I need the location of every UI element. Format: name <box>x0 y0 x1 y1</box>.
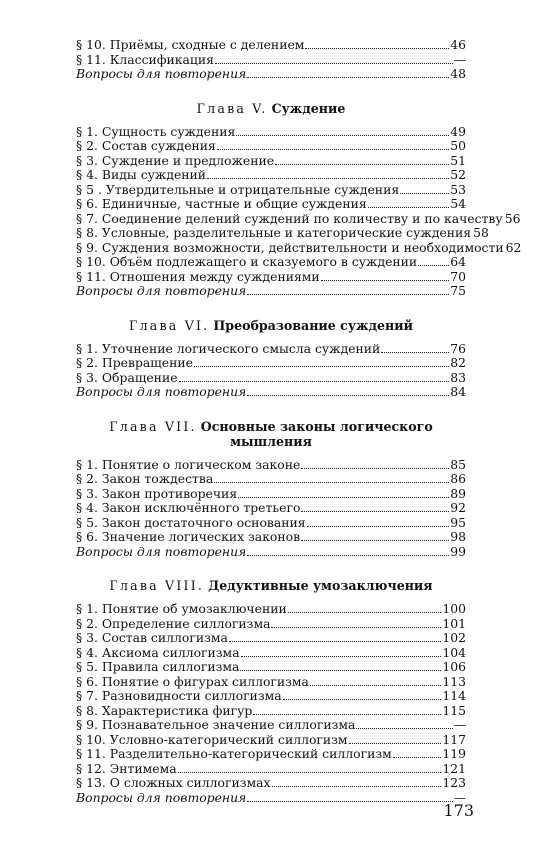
toc-entry-page: 84 <box>450 384 466 399</box>
toc-entry-page: 46 <box>450 37 466 52</box>
toc-entry-page: 53 <box>450 181 466 197</box>
toc-entry-page: 89 <box>450 485 466 501</box>
dot-leader <box>275 155 449 165</box>
toc-entry-label: § 3. Состав силлогизма <box>76 630 228 645</box>
toc-entry <box>76 501 466 516</box>
chapter-number: Глава V. <box>196 100 268 116</box>
toc-entry-page: 76 <box>450 340 466 356</box>
toc-review-entry <box>76 67 466 82</box>
toc-entry-page: 86 <box>450 471 466 486</box>
toc-entry-label: § 3. Закон противоречия <box>76 485 238 501</box>
toc-entry-label: Вопросы для повторения <box>76 283 247 298</box>
chapter-heading <box>76 578 466 593</box>
toc-entry-page: 101 <box>442 615 466 631</box>
toc-entry-page: 52 <box>450 167 466 182</box>
toc-entry-page: 114 <box>442 688 466 703</box>
toc-entry <box>76 225 489 241</box>
toc-entry <box>76 168 466 183</box>
toc-entry-label: Вопросы для повторения <box>76 66 247 81</box>
toc-entry <box>76 660 466 675</box>
dot-leader <box>272 777 442 787</box>
toc-entry-label: § 12. Энтимема <box>76 760 177 776</box>
dot-leader <box>247 285 449 295</box>
toc-entry-page: 102 <box>442 630 466 645</box>
dot-leader <box>194 357 449 367</box>
toc-entry <box>76 356 466 371</box>
toc-entry-page: — <box>453 51 466 67</box>
toc-entry-label: § 2. Превращение <box>76 355 193 370</box>
toc-entry-label: Вопросы для повторения <box>76 789 247 805</box>
toc-entry <box>76 458 466 473</box>
toc-entry <box>76 675 466 690</box>
dot-leader <box>305 39 449 49</box>
toc-entry <box>76 530 466 545</box>
toc-entry-label: § 2. Состав суждения <box>76 138 216 153</box>
toc-entry-page: 82 <box>450 355 466 370</box>
toc-entry <box>76 139 466 154</box>
dot-leader <box>247 386 449 396</box>
toc-entry <box>76 53 466 68</box>
toc-entry-label: § 5. Правила силлогизма <box>76 659 240 674</box>
dot-leader <box>356 719 452 729</box>
toc-entry <box>76 239 522 256</box>
dot-leader <box>381 343 449 353</box>
toc-entry-label: § 6. Значение логических законов <box>76 529 301 544</box>
toc-entry-page: — <box>453 789 466 805</box>
toc-entry-label: Вопросы для повторения <box>76 384 247 399</box>
toc-entry-page: 75 <box>450 283 466 298</box>
toc-review-entry <box>76 284 466 299</box>
toc-entry <box>76 733 466 748</box>
dot-leader <box>271 618 441 628</box>
toc-entry-page: 92 <box>450 500 466 515</box>
toc-review-entry <box>76 545 466 560</box>
toc-entry-page: 58 <box>473 225 489 240</box>
dot-leader <box>240 661 441 671</box>
toc-entry <box>76 631 466 646</box>
dot-leader <box>393 748 442 758</box>
dot-leader <box>301 531 449 541</box>
toc-entry-label: Вопросы для повторения <box>76 543 247 559</box>
chapter-number: Глава VI. <box>129 317 210 333</box>
toc-entry-label: § 5 . Утвердительные и отрицательные суждения <box>76 181 400 197</box>
table-of-contents <box>76 37 522 805</box>
dot-leader <box>310 676 441 686</box>
dot-leader <box>179 372 450 382</box>
toc-entry <box>76 646 466 661</box>
toc-entry <box>76 689 466 704</box>
dot-leader <box>301 502 449 512</box>
toc-entry-page: 98 <box>450 529 466 544</box>
toc-entry <box>76 154 466 169</box>
toc-entry-label: § 1. Понятие об умозаключении <box>76 601 287 616</box>
toc-entry-page: 48 <box>450 66 466 81</box>
dot-leader <box>207 169 449 179</box>
dot-leader <box>229 632 441 642</box>
toc-entry-label: § 1. Уточнение логического смысла суждений <box>76 340 381 356</box>
toc-entry <box>76 487 466 502</box>
toc-entry <box>76 776 466 791</box>
toc-entry-page: 106 <box>442 659 466 674</box>
dot-leader <box>400 184 449 194</box>
dot-leader <box>283 690 442 700</box>
toc-entry-page: 49 <box>450 123 466 139</box>
toc-entry-label: § 4. Закон исключённого третьего <box>76 500 301 515</box>
toc-entry-label: § 8. Условные, разделительные и категорические суждения <box>76 225 472 240</box>
toc-entry-page: 56 <box>504 210 521 226</box>
toc-entry-page: — <box>453 717 466 732</box>
toc-entry-label: § 10. Объём подлежащего и сказуемого в суждении <box>76 254 418 269</box>
toc-entry <box>76 747 466 762</box>
toc-entry <box>76 210 521 227</box>
toc-entry-page: 121 <box>442 760 466 776</box>
dot-leader <box>247 792 452 802</box>
toc-entry <box>76 602 466 617</box>
chapter-heading <box>76 318 466 333</box>
toc-entry-label: § 7. Соединение делений суждений по количеству и по качеству <box>76 210 503 226</box>
toc-entry-page: 104 <box>442 644 466 660</box>
toc-entry-label: § 5. Закон достаточного основания <box>76 514 306 530</box>
toc-entry <box>76 762 466 777</box>
toc-entry-label: § 11. Классификация <box>76 51 214 67</box>
chapter-heading <box>76 101 466 116</box>
toc-entry <box>76 516 466 531</box>
dot-leader <box>418 256 449 266</box>
toc-entry-page: 70 <box>450 268 466 284</box>
toc-entry-label: § 11. Отношения между суждениями <box>76 268 320 284</box>
toc-entry-page: 64 <box>450 254 466 269</box>
dot-leader <box>236 126 449 136</box>
toc-entry-label: § 9. Суждения возможности, действительности и необходимости <box>76 239 504 255</box>
toc-entry <box>76 718 466 733</box>
toc-entry-label: § 1. Понятие о логическом законе <box>76 456 301 472</box>
dot-leader <box>253 705 441 715</box>
dot-leader <box>321 271 450 281</box>
toc-entry-page: 100 <box>442 601 466 616</box>
dot-leader <box>241 647 442 657</box>
dot-leader <box>349 734 442 744</box>
toc-entry-page: 99 <box>450 543 466 559</box>
toc-entry-label: § 3. Обращение <box>76 369 178 385</box>
toc-entry-page: 95 <box>450 514 466 530</box>
toc-entry-page: 115 <box>442 702 466 718</box>
toc-entry-label: § 10. Условно-категорический силлогизм <box>76 731 348 747</box>
toc-entry <box>76 371 466 386</box>
page-number: 173 <box>443 801 474 820</box>
chapter-number: Глава VIII. <box>109 578 205 593</box>
toc-entry-label: § 10. Приёмы, сходные с делением <box>76 37 305 52</box>
toc-review-entry <box>76 385 466 400</box>
toc-entry <box>76 197 466 212</box>
toc-entry <box>76 704 466 719</box>
chapter-title: Основные законы логического мышления <box>200 418 433 449</box>
dot-leader <box>307 517 450 527</box>
toc-entry <box>76 255 466 270</box>
chapter-heading <box>76 419 466 449</box>
toc-entry-label: § 7. Разновидности силлогизма <box>76 688 282 703</box>
toc-entry <box>76 617 466 632</box>
toc-entry-label: § 8. Характеристика фигур <box>76 702 253 718</box>
toc-entry <box>76 38 466 53</box>
dot-leader <box>247 68 449 78</box>
dot-leader <box>214 473 449 483</box>
dot-leader <box>178 763 442 773</box>
dot-leader <box>301 459 449 469</box>
toc-entry-page: 51 <box>450 152 466 168</box>
toc-review-entry <box>76 791 466 806</box>
toc-entry-label: § 3. Суждение и предложение <box>76 152 275 168</box>
toc-entry-page: 119 <box>442 746 466 761</box>
dot-leader <box>217 140 449 150</box>
dot-leader <box>368 198 449 208</box>
toc-entry-label: § 9. Познавательное значение силлогизма <box>76 717 356 732</box>
toc-entry <box>76 342 466 357</box>
chapter-title: Дедуктивные умозаключения <box>208 578 433 593</box>
toc-entry <box>76 125 466 140</box>
toc-entry-page: 83 <box>450 369 466 385</box>
toc-entry <box>76 270 466 285</box>
dot-leader <box>247 546 449 556</box>
chapter-title: Преобразование суждений <box>213 317 413 333</box>
toc-entry-label: § 1. Сущность суждения <box>76 123 236 139</box>
dot-leader <box>215 54 453 64</box>
toc-entry-label: § 2. Закон тождества <box>76 471 214 486</box>
toc-entry-label: § 11. Разделительно-категорический силлогизм <box>76 746 392 761</box>
toc-entry-label: § 6. Понятие о фигурах силлогизма <box>76 673 309 689</box>
chapter-number: Глава VII. <box>109 418 197 434</box>
dot-leader <box>288 603 442 613</box>
toc-entry-page: 123 <box>442 775 466 790</box>
toc-entry-page: 54 <box>450 196 466 211</box>
toc-entry-label: § 6. Единичные, частные и общие суждения <box>76 196 367 211</box>
chapter-title: Суждение <box>271 100 346 116</box>
toc-entry-page: 62 <box>505 239 522 255</box>
toc-entry <box>76 472 466 487</box>
toc-entry <box>76 183 466 198</box>
dot-leader <box>238 488 449 498</box>
toc-entry-label: § 4. Аксиома силлогизма <box>76 644 240 660</box>
toc-entry-page: 113 <box>442 673 466 689</box>
toc-entry-label: § 13. О сложных силлогизмах <box>76 775 271 790</box>
toc-entry-page: 117 <box>442 731 466 747</box>
toc-entry-label: § 2. Определение силлогизма <box>76 615 271 631</box>
toc-entry-page: 50 <box>450 138 466 153</box>
toc-entry-label: § 4. Виды суждений <box>76 167 207 182</box>
toc-entry-page: 85 <box>450 456 466 472</box>
